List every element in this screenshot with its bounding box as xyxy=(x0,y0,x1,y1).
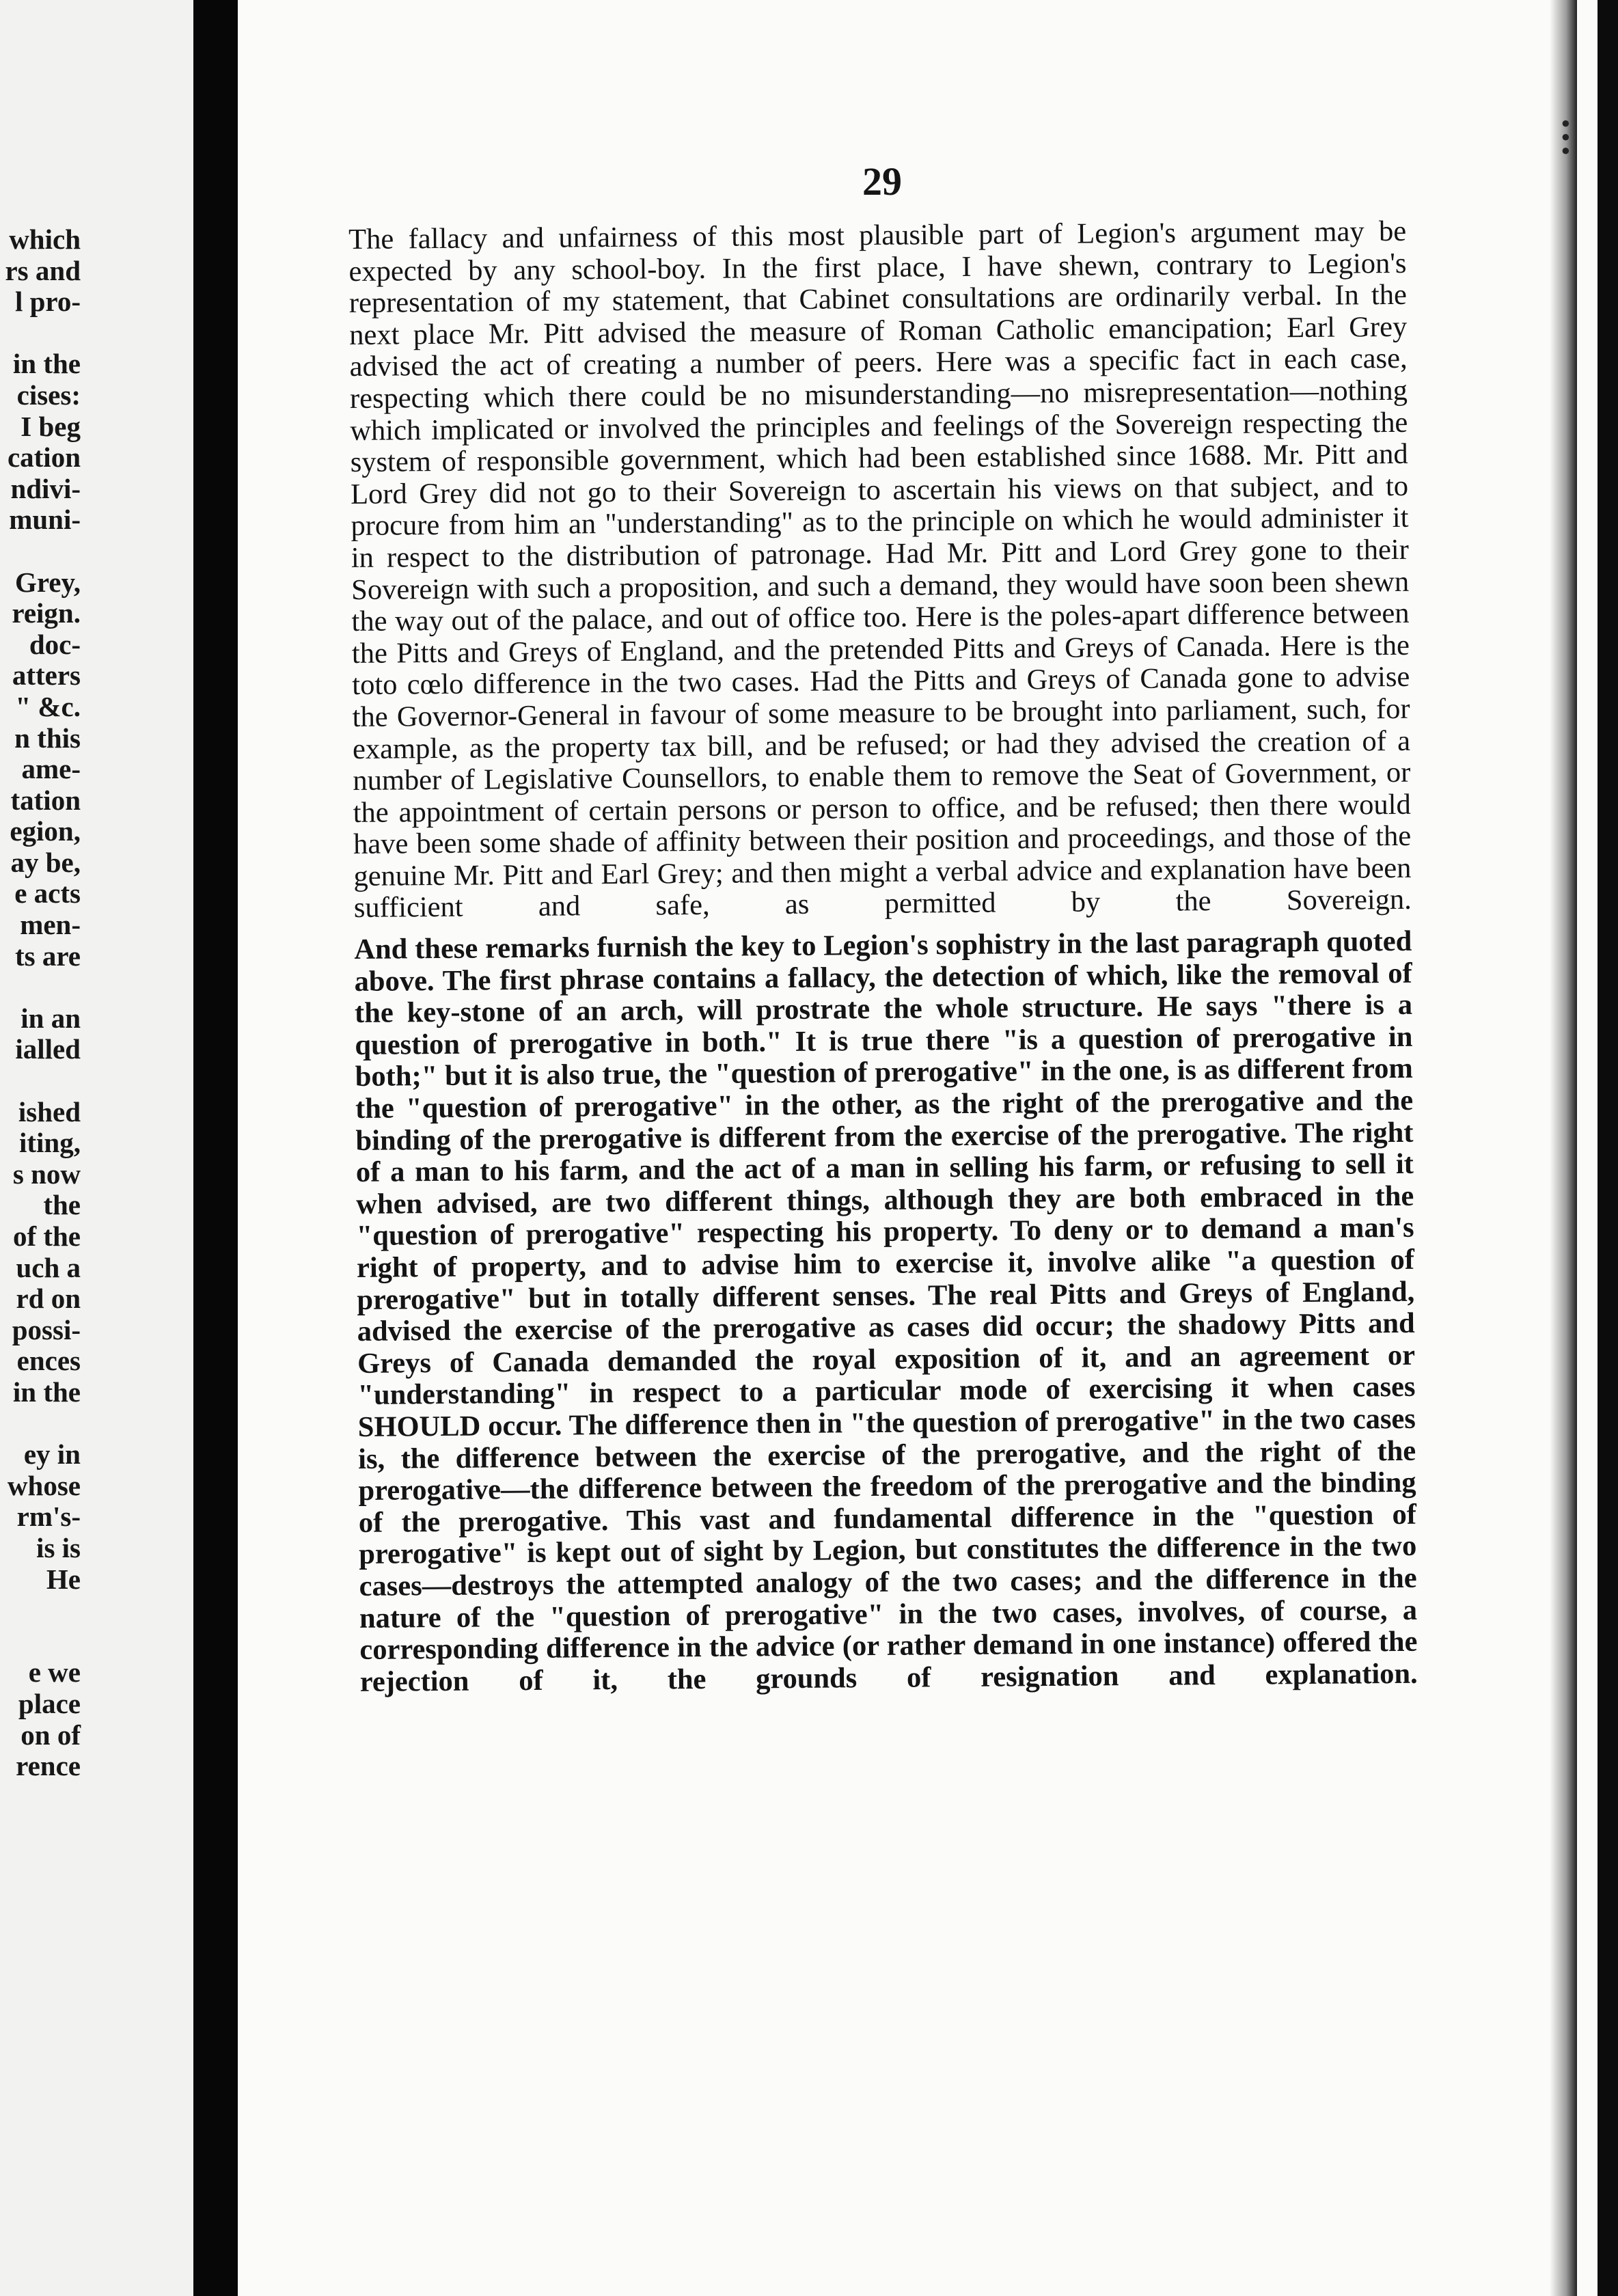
facing-page-edge xyxy=(0,0,193,2296)
facing-page-fragment: n this xyxy=(14,722,81,754)
facing-page-fragment: ame- xyxy=(21,753,81,785)
facing-page-fragment: He xyxy=(46,1563,81,1595)
facing-page-fragment: the xyxy=(43,1189,81,1221)
facing-page-fragment xyxy=(0,972,81,1003)
paragraph-2: And these remarks furnish the key to Legion's sophistry in the last paragraph quoted above. The first phrase contains a fallacy, the detection of which, like the removal of the key-stone of an arch, will prostrate the whole structure. He says "there is a question of prerogative in both." It is true there "is a question of prerogative in both;" but it is also true, the "question of prerogative" in the one, is as different from the "question of prerogative" in the other, as the right of the prerogative and the binding of the prerogative is different from the exercise of the prerogative. The right of a man to his farm, and the act of a man in selling his farm, or refusing to sell it when advised, are two different things, although they are both embraced in the "question of prerogative" respecting his property. To deny or to demand a man's right of property, and to advise him to exercise it, involve alike "a question of prerogative" but in totally different senses. The real Pitts and Greys of England, advised the exercise of the prerogative as cases did occur; the shadowy Pitts and Greys of Canada demanded the royal exposition of it, and an agreement or "understanding" in respect to a particular mode of exercising it when cases SHOULD occur. The difference then in "the question of prerogative" in the two cases is, the difference between the exercise of the prerogative, and the right of the prerogative—the difference between the freedom of the prerogative and the binding of the prerogative. This vast and fundamental difference in the "question of prerogative" is kept out of sight by Legion, but constitutes the difference in the two cases—destroys the attempted analogy of the two cases; and the difference in the nature of the "question of prerogative" in the two cases, involves, of course, a corresponding difference in the advice (or rather demand in one instance) offered the rejection of it, the grounds of resignation and explanation. xyxy=(354,925,1418,1698)
facing-page-fragment: rm's- xyxy=(16,1501,81,1533)
facing-page-fragment: in the xyxy=(12,348,81,380)
facing-page-fragment: ialled xyxy=(15,1033,81,1065)
paragraph-1: The fallacy and unfairness of this most plausible part of Legion's argument may be expected by any school-boy. In the first place, I have shewn, contrary to Legion's representation of my statement, that Cabinet consultations are ordinarily verbal. In the next place Mr. Pitt advised the measure of Roman Catholic emancipation; Earl Grey advised the act of creating a number of peers. Here was a specific fact in each case, respecting which there could be no misunderstanding—no misrepresentation—nothing which implicated or involved the principles and feelings of the Sovereign respecting the system of responsible government, which had been established since 1688. Mr. Pitt and Lord Grey did not go to their Sovereign to ascertain his views on that subject, and to procure from him an "understanding" as to the principle on which he would administer it in respect to the distribution of patronage. Had Mr. Pitt and Lord Grey gone to their Sovereign with such a proposition, and such a demand, they would have soon been shewn the way out of the palace, and out of office too. Here is the poles-apart difference between the Pitts and Greys of England, and the pretended Pitts and Greys of Canada. Here is the toto cœlo difference in the two cases. Had the Pitts and Greys of Canada gone to advise the Governor-General in favour of some measure to be brought into parliament, such, for example, as the property tax bill, and be refused; or had they advised the creation of a number of Legislative Counsellors, to enable them to remove the Seat of Government, or the appointment of certain persons or person to office, and be refused; then there would have been some shade of affinity between their position and proceedings, and those of the genuine Mr. Pitt and Earl Grey; and then might a verbal advice and explanation have been sufficient and safe, as permitted by the Sovereign. xyxy=(348,215,1412,925)
page-number: 29 xyxy=(862,159,902,204)
facing-page-fragment xyxy=(0,1065,81,1097)
facing-page-fragment: Grey, xyxy=(14,566,81,598)
binding-marks: ● ● ● xyxy=(1561,114,1569,159)
facing-page-fragment: uch a xyxy=(16,1251,81,1283)
facing-page-fragment xyxy=(0,1595,81,1626)
facing-page-fragment: in the xyxy=(12,1376,81,1408)
facing-page-fragment: whose xyxy=(7,1469,81,1501)
facing-page-fragment: possi- xyxy=(12,1313,81,1345)
facing-page-fragment: tation xyxy=(10,784,81,816)
facing-page-fragment: reign. xyxy=(12,597,81,629)
facing-page-fragment: rd on xyxy=(16,1283,81,1315)
facing-page-fragment: ts are xyxy=(14,940,81,972)
facing-page-fragment: " &c. xyxy=(15,690,81,722)
facing-page-fragment: l pro- xyxy=(14,286,81,318)
facing-page-fragment: e we xyxy=(28,1656,81,1689)
facing-page-fragment xyxy=(0,536,81,567)
facing-page-fragment: men- xyxy=(20,909,81,941)
facing-page-fragment: ndivi- xyxy=(10,472,81,504)
facing-page-fragment: e acts xyxy=(14,877,81,910)
facing-page-fragment: ences xyxy=(16,1345,81,1377)
facing-page-fragment: on of xyxy=(20,1719,81,1751)
facing-page-fragment: ey in xyxy=(23,1438,81,1471)
facing-page-fragment xyxy=(0,318,81,349)
facing-page-fragment: which xyxy=(9,223,81,255)
facing-page-fragment: atters xyxy=(12,659,81,692)
facing-page-fragment: ished xyxy=(18,1095,81,1128)
facing-page-fragment: rence xyxy=(16,1750,81,1782)
page-body-text xyxy=(348,216,1418,1698)
facing-page-fragment xyxy=(0,1626,81,1658)
facing-page-fragment: rs and xyxy=(5,254,81,286)
facing-page-fragment: s now xyxy=(12,1158,81,1190)
facing-page-fragment: is is xyxy=(36,1531,81,1563)
facing-page-fragment: place xyxy=(18,1687,81,1719)
facing-page-fragment: doc- xyxy=(29,628,81,660)
facing-page-fragment: muni- xyxy=(9,504,81,536)
facing-page-text-fragments xyxy=(0,224,81,1782)
page-edge-shadow xyxy=(1550,0,1577,2296)
facing-page-fragment: iting, xyxy=(19,1127,81,1159)
facing-page-fragment: of the xyxy=(12,1220,81,1252)
facing-page-fragment: cises: xyxy=(16,379,81,411)
facing-page-fragment xyxy=(0,1408,81,1440)
facing-page-fragment: egion, xyxy=(10,815,81,847)
book-gutter xyxy=(193,0,238,2296)
facing-page-fragment: I beg xyxy=(20,410,81,442)
facing-page-fragment: cation xyxy=(7,441,81,474)
facing-page-fragment: ay be, xyxy=(10,846,81,878)
facing-page-fragment: in an xyxy=(20,1002,81,1034)
